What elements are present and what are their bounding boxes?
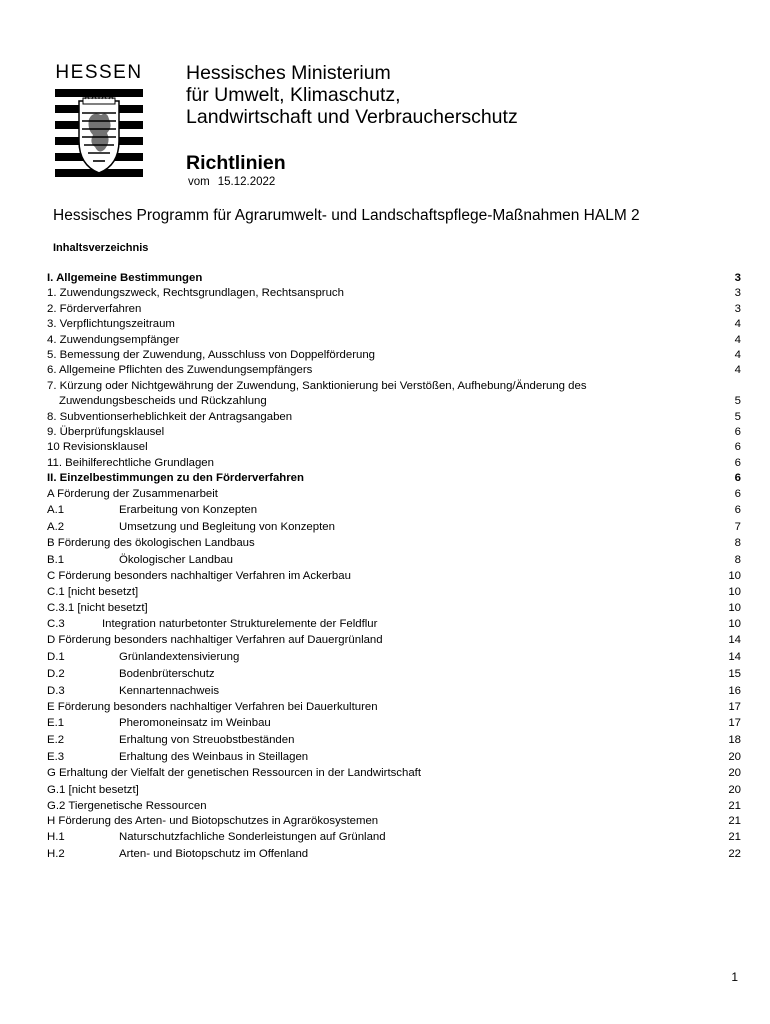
toc-entry[interactable] [47,700,741,715]
toc-entry-text: Umsetzung und Begleitung von Konzepten [119,521,335,534]
ministry-line: Landwirtschaft und Verbraucherschutz [186,106,518,128]
toc-entry-code: H.2 [47,848,65,861]
date-prefix: vom [188,176,210,188]
toc-entry-text: Pheromoneinsatz im Weinbau [119,717,271,730]
toc-entry-page: 20 [728,751,741,764]
toc-entry-page: 4 [734,333,741,346]
toc-entry-page: 6 [734,487,741,500]
toc-entry-page: 10 [728,569,741,582]
toc-entry[interactable] [47,536,741,551]
toc-entry-page: 20 [728,783,741,796]
toc-heading: Inhaltsverzeichnis [53,242,149,254]
toc-entry-text: D Förderung besonders nachhaltiger Verfahren auf Dauergrünland [47,634,383,647]
toc-entry-code: D.2 [47,667,65,680]
toc-entry-page: 6 [734,426,741,439]
toc-entry-text: B Förderung des ökologischen Landbaus [47,537,255,550]
toc-entry-page: 4 [734,364,741,377]
toc-entry-page: 7 [734,521,741,534]
toc-entry-text: E Förderung besonders nachhaltiger Verfahren bei Dauerkulturen [47,700,378,713]
toc-entry-page: 21 [728,831,741,844]
toc-entry-code: D.3 [47,684,65,697]
toc-entry[interactable] [47,456,741,471]
toc-entry[interactable] [47,569,741,584]
toc-entry[interactable] [47,348,741,363]
toc-entry[interactable] [47,410,741,425]
toc-entry[interactable] [47,846,741,863]
toc-entry-page: 20 [728,767,741,780]
toc-entry[interactable] [47,425,741,440]
toc-entry-text: 4. Zuwendungsempfänger [47,333,180,346]
toc-entry-page: 14 [728,650,741,663]
toc-entry-text: 6. Allgemeine Pflichten des Zuwendungsempfängers [47,364,313,377]
toc-entry-text: 8. Subventionserheblichkeit der Antragsangaben [47,410,293,423]
toc-entry[interactable] [47,666,741,683]
toc-entry-page: 10 [728,601,741,614]
toc-entry-page: 17 [728,700,741,713]
toc-entry-page: 16 [728,684,741,697]
toc-entry[interactable] [47,814,741,829]
toc-entry-page: 5 [734,410,741,423]
toc-entry-text: 11. Beihilferechtliche Grundlagen [47,456,214,469]
toc-entry-page: 6 [734,472,741,485]
toc-entry-text: Integration naturbetonter Strukturelemente der Feldflur [102,618,378,631]
toc-entry[interactable] [47,363,741,378]
toc-entry-text: Bodenbrüterschutz [119,667,215,680]
toc-entry[interactable] [47,584,741,601]
toc-entry-text: I. Allgemeine Bestimmungen [47,272,203,284]
toc-entry-page: 10 [728,618,741,631]
toc-entry-text: 1. Zuwendungszweck, Rechtsgrundlagen, Rechtsanspruch [47,287,344,300]
toc-entry-text: G Erhaltung der Vielfalt der genetischen Ressourcen in der Landwirtschaft [47,767,421,780]
toc-entry[interactable] [47,829,741,846]
toc-entry-text: 5. Bemessung der Zuwendung, Ausschluss von Doppelförderung [47,349,375,362]
toc-entry-page: 21 [728,799,741,812]
toc-entry-page: 10 [728,585,741,598]
toc-entry[interactable] [47,766,741,781]
toc-entry-text: Arten- und Biotopschutz im Offenland [119,848,309,861]
toc-entry[interactable] [47,649,741,666]
toc-entry-page: 5 [734,395,741,408]
hessen-logo [52,63,146,179]
toc-entry[interactable] [47,519,741,536]
toc-entry-text: C Förderung besonders nachhaltiger Verfahren im Ackerbau [47,569,351,582]
toc-entry-page: 3 [734,302,741,315]
toc-entry-text: 7. Kürzung oder Nichtgewährung der Zuwendung, Sanktionierung bei Verstößen, Aufhebung/Änderung des [47,379,587,392]
toc-entry-page: 17 [728,717,741,730]
toc-entry-page: 14 [728,634,741,647]
toc-entry-text: Grünlandextensivierung [119,650,240,663]
toc-entry[interactable] [47,333,741,348]
toc-entry-page: 22 [728,848,741,861]
toc-entry-page: 6 [734,504,741,517]
page-number: 1 [731,970,738,984]
toc-entry-text: C.3.1 [nicht besetzt] [47,601,148,614]
toc-entry-page: 21 [728,814,741,827]
toc-entry[interactable] [47,552,741,569]
toc-entry-page: 8 [734,537,741,550]
toc-entry-code: A.2 [47,521,65,534]
toc-entry-text-continued: Zuwendungsbescheids und Rückzahlung [59,395,267,408]
toc-entry[interactable] [47,601,741,616]
toc-entry-page: 3 [734,287,741,300]
toc-entry-page: 4 [734,318,741,331]
toc-entry-code: E.3 [47,751,65,764]
toc-entry-text: 3. Verpflichtungszeitraum [47,318,175,331]
toc-entry[interactable] [47,683,741,700]
toc-entry[interactable] [47,502,741,519]
toc-entry[interactable] [47,782,741,799]
toc-entry-page: 15 [728,667,741,680]
toc-entry-code: A.1 [47,504,65,517]
toc-entry-text: Ökologischer Landbau [119,553,233,566]
toc-entry[interactable] [47,286,741,301]
toc-entry-code: C.3 [47,618,65,631]
logo-wordmark: HESSEN [55,62,143,83]
toc-entry-page: 6 [734,456,741,469]
toc-entry-text: Naturschutzfachliche Sonderleistungen auf Grünland [119,831,386,844]
toc-entry[interactable] [47,302,741,317]
toc-entry[interactable] [47,749,741,766]
ministry-line: Hessisches Ministerium [186,62,391,84]
toc-entry-code: E.2 [47,734,65,747]
toc-entry[interactable] [47,440,741,455]
toc-entry[interactable] [47,487,741,502]
toc-entry-text: Erhaltung von Streuobstbeständen [119,734,295,747]
toc-entry-page: 18 [728,734,741,747]
ministry-line: für Umwelt, Klimaschutz, [186,84,401,106]
toc-entry-text: II. Einzelbestimmungen zu den Förderverfahren [47,472,304,485]
toc-entry-text: H Förderung des Arten- und Biotopschutzes in Agrarökosystemen [47,814,379,827]
toc-entry[interactable] [47,633,741,648]
toc-entry[interactable] [47,271,741,286]
toc-entry-code: B.1 [47,553,65,566]
toc-entry[interactable] [47,471,741,486]
toc-entry-page: 8 [734,553,741,566]
hessen-crest-icon [55,89,143,179]
toc-entry-page: 4 [734,349,741,362]
toc-entry-code: H.1 [47,831,65,844]
program-title: Hessisches Programm für Agrarumwelt- und Landschaftspflege-Maßnahmen HALM 2 [53,207,640,224]
toc-entry[interactable] [47,715,741,732]
date-value: 15.12.2022 [217,176,276,188]
toc-entry-text: 2. Förderverfahren [47,302,142,315]
toc-entry-text: Kennartennachweis [119,684,220,697]
toc-entry[interactable] [47,799,741,814]
document-title: Richtlinien [186,152,286,174]
toc-entry-page: 6 [734,441,741,454]
toc-entry-code: D.1 [47,650,65,663]
toc-entry-text: G.2 Tiergenetische Ressourcen [47,799,207,812]
toc-entry[interactable] [47,379,741,410]
toc-entry-page: 3 [734,272,741,284]
document-date [188,176,275,188]
toc-entry-text: A Förderung der Zusammenarbeit [47,487,218,500]
table-of-contents [47,271,741,863]
toc-entry-text: G.1 [nicht besetzt] [47,783,139,796]
toc-entry[interactable] [47,732,741,749]
toc-entry[interactable] [47,317,741,332]
ministry-name [186,62,518,128]
toc-entry-text: C.1 [nicht besetzt] [47,585,139,598]
toc-entry-code: E.1 [47,717,65,730]
toc-entry-text: 9. Überprüfungsklausel [47,426,165,439]
toc-entry[interactable] [47,616,741,633]
toc-entry-text: Erarbeitung von Konzepten [119,504,258,517]
toc-entry-text: 10 Revisionsklausel [47,441,148,454]
toc-entry-text: Erhaltung des Weinbaus in Steillagen [119,751,309,764]
